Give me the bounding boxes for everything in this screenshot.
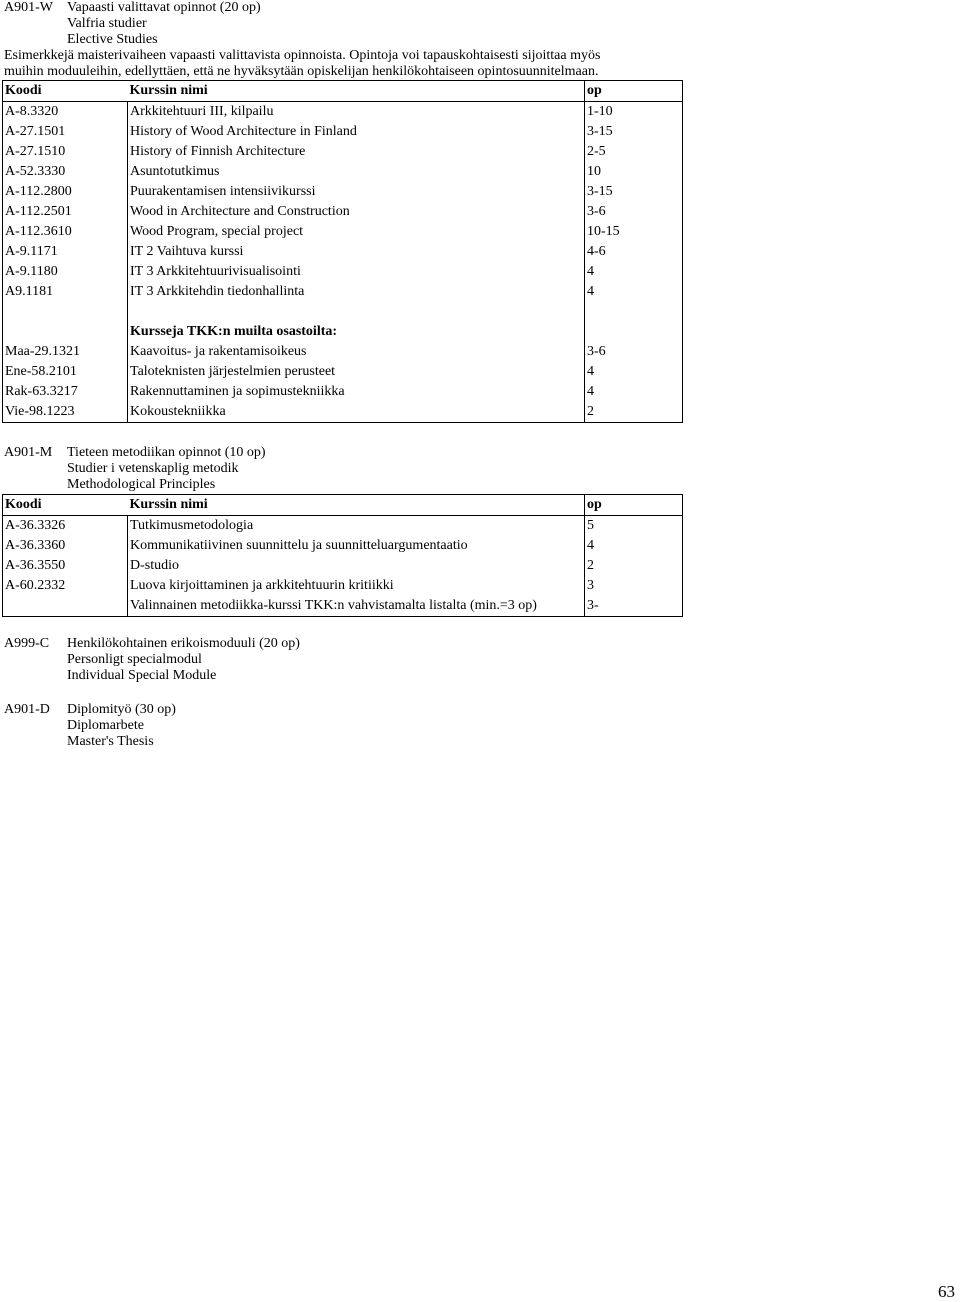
course-code: Rak-63.3217 [5, 384, 78, 399]
table-header-row [3, 81, 683, 102]
table-row [3, 382, 683, 402]
header-name: Kurssin nimi [129, 497, 208, 512]
header-name: Kurssin nimi [129, 83, 208, 98]
course-name: IT 3 Arkkitehtuurivisualisointi [128, 262, 585, 282]
course-code: A-52.3330 [5, 164, 66, 179]
course-op: 3 [585, 576, 683, 596]
course-name: History of Wood Architecture in Finland [128, 122, 585, 142]
table-row [3, 222, 683, 242]
module-w-title-en: Elective Studies [67, 32, 158, 47]
course-op: 2 [585, 556, 683, 576]
course-op: 10-15 [585, 222, 683, 242]
course-code: A-112.2800 [5, 184, 72, 199]
course-op: 2-5 [585, 142, 683, 162]
course-code: A-36.3550 [5, 558, 66, 573]
course-op: 2 [585, 402, 683, 423]
module-m-title-fi: Tieteen metodiikan opinnot (10 op) [67, 445, 266, 460]
header-code: Koodi [5, 83, 42, 98]
module-c-code: A999-C [4, 636, 50, 651]
table-row [3, 202, 683, 222]
table-row [3, 242, 683, 262]
page-number: 63 [938, 1282, 955, 1301]
table-row [3, 162, 683, 182]
module-w-title-sv: Valfria studier [67, 16, 147, 31]
course-op: 10 [585, 162, 683, 182]
course-op: 4 [585, 362, 683, 382]
table-row [3, 342, 683, 362]
course-code: A-27.1510 [5, 144, 66, 159]
table-row [3, 556, 683, 576]
table-row [3, 282, 683, 302]
other-departments-heading: Kursseja TKK:n muilta osastoilta: [128, 322, 585, 342]
module-w-intro-line1: Esimerkkejä maisterivaiheen vapaasti valittavista opinnoista. Opintoja voi tapauskohtaisesti sijoittaa myös [4, 48, 601, 63]
course-name: Arkkitehtuuri III, kilpailu [128, 102, 585, 123]
course-name: IT 3 Arkkitehdin tiedonhallinta [128, 282, 585, 302]
elective-courses-table [2, 80, 683, 423]
table-row [3, 102, 683, 123]
course-op: 5 [585, 516, 683, 537]
module-c-title-sv: Personligt specialmodul [67, 652, 202, 667]
table-row [3, 576, 683, 596]
course-name: Kaavoitus- ja rakentamisoikeus [128, 342, 585, 362]
methodology-courses-table [2, 494, 683, 617]
spacer-row [3, 302, 683, 322]
course-op: 1-10 [585, 102, 683, 123]
course-op: 4 [585, 282, 683, 302]
table-row [3, 516, 683, 537]
course-name: Valinnainen metodiikka-kurssi TKK:n vahvistamalta listalta (min.=3 op) [128, 596, 585, 617]
table-row [3, 122, 683, 142]
course-code [3, 596, 128, 617]
table-row [3, 142, 683, 162]
header-op: op [585, 495, 683, 516]
course-name: Kommunikatiivinen suunnittelu ja suunnitteluargumentaatio [128, 536, 585, 556]
module-m-code: A901-M [4, 445, 53, 460]
course-op: 3- [585, 596, 683, 617]
table-row [3, 596, 683, 617]
module-c-title-en: Individual Special Module [67, 668, 217, 683]
module-w-intro-line2: muihin moduuleihin, edellyttäen, että ne hyväksytään opiskelijan henkilökohtaiseen opintosuunnitelmaan. [4, 64, 599, 79]
course-name: Asuntotutkimus [128, 162, 585, 182]
course-name: Luova kirjoittaminen ja arkkitehtuurin kritiikki [128, 576, 585, 596]
course-code: A-9.1171 [5, 244, 58, 259]
module-w-code: A901-W [4, 0, 53, 15]
course-code: Vie-98.1223 [5, 404, 75, 419]
header-code: Koodi [5, 497, 42, 512]
module-d-title-en: Master's Thesis [67, 734, 154, 749]
table-header-row [3, 495, 683, 516]
course-op: 3-15 [585, 122, 683, 142]
module-c-title-fi: Henkilökohtainen erikoismoduuli (20 op) [67, 636, 300, 651]
subheading-row [3, 322, 683, 342]
course-op: 4 [585, 536, 683, 556]
table-row [3, 362, 683, 382]
table-row [3, 262, 683, 282]
course-code: A-60.2332 [5, 578, 66, 593]
module-d-title-fi: Diplomityö (30 op) [67, 702, 176, 717]
course-code: Ene-58.2101 [5, 364, 77, 379]
course-op: 3-15 [585, 182, 683, 202]
course-name: Tutkimusmetodologia [128, 516, 585, 537]
course-code: A-112.3610 [5, 224, 72, 239]
course-name: IT 2 Vaihtuva kurssi [128, 242, 585, 262]
course-name: History of Finnish Architecture [128, 142, 585, 162]
course-op: 4 [585, 262, 683, 282]
course-op: 4 [585, 382, 683, 402]
course-code: A-112.2501 [5, 204, 72, 219]
course-code: A-36.3360 [5, 538, 66, 553]
course-code: A-36.3326 [5, 518, 66, 533]
course-op: 3-6 [585, 202, 683, 222]
course-name: Puurakentamisen intensiivikurssi [128, 182, 585, 202]
course-name: Rakennuttaminen ja sopimustekniikka [128, 382, 585, 402]
module-d-code: A901-D [4, 702, 50, 717]
course-code: A9.1181 [5, 284, 54, 299]
module-w-title-fi: Vapaasti valittavat opinnot (20 op) [67, 0, 261, 15]
course-code: A-9.1180 [5, 264, 58, 279]
table-row [3, 536, 683, 556]
module-d-title-sv: Diplomarbete [67, 718, 144, 733]
course-code: A-8.3320 [5, 104, 59, 119]
course-op: 3-6 [585, 342, 683, 362]
course-name: Wood in Architecture and Construction [128, 202, 585, 222]
course-name: Kokoustekniikka [128, 402, 585, 423]
course-name: Taloteknisten järjestelmien perusteet [128, 362, 585, 382]
course-op: 4-6 [585, 242, 683, 262]
course-name: Wood Program, special project [128, 222, 585, 242]
course-name: D-studio [128, 556, 585, 576]
module-m-title-sv: Studier i vetenskaplig metodik [67, 461, 239, 476]
module-m-title-en: Methodological Principles [67, 477, 216, 492]
header-op: op [585, 81, 683, 102]
table-row [3, 402, 683, 423]
table-row [3, 182, 683, 202]
course-code: A-27.1501 [5, 124, 66, 139]
course-code: Maa-29.1321 [5, 344, 81, 359]
